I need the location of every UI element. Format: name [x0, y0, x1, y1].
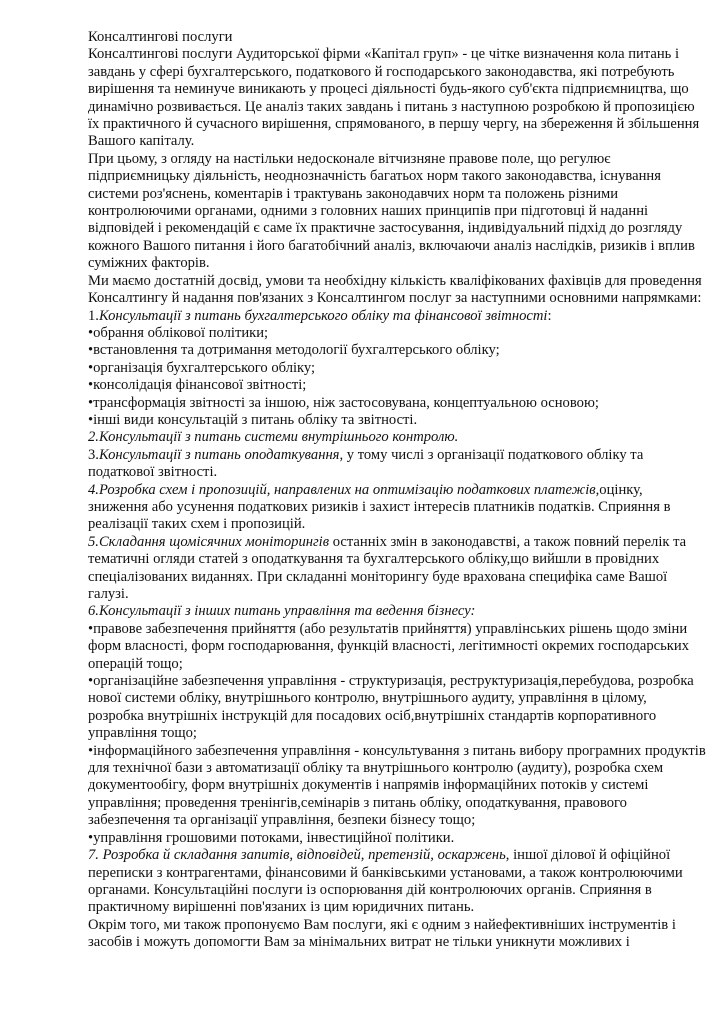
list-item: •організаційне забезпечення управління - структуризація, реструктуризація,перебудова, розробка нової системи обліку, внутрішнього контролю, внутрішнього аудиту, управління в цілому, розробка внутрішніх інструкцій для посадових осіб,внутрішніх стандартів корпоративного управління тощо; — [88, 673, 694, 742]
section-6-heading: 6.Консультації з інших питань управління та ведення бізнесу: — [88, 603, 476, 620]
section-1-number: 1. — [88, 307, 99, 324]
list-item: •організація бухгалтерського обліку; — [88, 359, 316, 376]
section-3-heading: Консультації з питань оподаткування — [98, 446, 340, 463]
section-2-heading: 2.Консультації з питань системи внутрішнього контролю. — [88, 429, 459, 446]
section-4-tail: ,оцінку, зниження або усунення податкових ризиків і захист інтересів платників податків. Сприяння в реалізації таких схем і пропозицій. — [88, 481, 671, 533]
list-item: •правове забезпечення прийняття (або результатів прийняття) управлінських рішень щодо зміни форм власності, форм господарювання, функцій власності, легітимності окремих господарських операцій тощо; — [88, 620, 689, 672]
intro-paragraph: Консалтингові послуги Аудиторської фірми «Капітал груп» - це чітке визначення кола питань і завдань у сфері бухгалтерського, податкового й господарського законодавства, які потребують вирішення та неминуче виникають у процесі діяльності будь-якого суб'єкта підприємництва, що динамічно розвивається. Це аналіз таких завдань і питань з наступною розробкою й пропозицією їх практичного й сучасного вирішення, спрямованого, в першу чергу, на збереження й збільшення Вашого капіталу. — [88, 46, 700, 150]
section-3 — [88, 447, 706, 482]
section-5-heading: 5.Складання щомісячних моніторингів — [88, 533, 330, 550]
document-page — [88, 29, 706, 952]
list-item: •обрання облікової політики; — [88, 324, 269, 341]
section-1-heading: Консультації з питань бухгалтерського обліку та фінансової звітності — [98, 307, 548, 324]
section-1 — [88, 308, 706, 325]
list-item: •встановлення та дотримання методології бухгалтерського обліку; — [88, 342, 500, 359]
section-7-heading: 7. Розробка й складання запитів, відповідей, претензій, оскаржень — [88, 847, 506, 864]
section-3-number: 3. — [88, 446, 99, 463]
list-item: •консолідація фінансової звітності; — [88, 377, 307, 394]
list-item: •інформаційного забезпечення управління - консультування з питань вибору програмних продуктів для технічної бази з автоматизації обліку та внутрішнього контролю (аудиту), розробка схем документообігу, форм внутрішніх документів і напрямів інформаційних потоків у системі управління; проведення тренінгів,семінарів з питань обліку, оподаткування, правового забезпечення та організації управління, безпеки бізнесу тощо; — [88, 742, 706, 829]
section-7 — [88, 847, 706, 917]
directions-paragraph: Ми маємо достатній досвід, умови та необхідну кількість кваліфікованих фахівців для проведення Консалтингу й надання пов'язаних з Консалтингом послуг за наступними основними напрямками: — [88, 272, 702, 307]
section-4-heading: 4.Розробка схем і пропозицій, направлених на оптимізацію податкових платежів — [88, 481, 596, 498]
closing-paragraph: Окрім того, ми також пропонуємо Вам послуги, які є одним з найефективніших інструментів і засобів і можуть допомогти Вам за мінімальних витрат не тільки уникнути можливих і — [88, 916, 676, 951]
section-5-tail: останніх змін в законодавстві, а також повний перелік та тематичні огляди статей з оподаткування та бухгалтерського обліку,що вийшли в провідних спеціалізованих виданнях. При складанні моніторингу буде врахована специфіка саме Вашої галузі. — [88, 533, 687, 602]
list-item: •управління грошовими потоками, інвестиційної політики. — [88, 829, 455, 846]
list-item: •інші види консультацій з питань обліку та звітності. — [88, 411, 418, 428]
document-title: Консалтингові послуги — [88, 29, 233, 45]
section-5 — [88, 534, 706, 604]
section-7-tail: , іншої ділової й офіційної переписки з контрагентами, фінансовими й банківськими установами, а також контролюючими органами. Консультаційні послуги із оспорювання дій контролюючих органів. Сприяння в практичному вирішенні пов'язаних із цим юридичних питань. — [88, 847, 683, 916]
section-4 — [88, 482, 706, 534]
approach-paragraph: При цьому, з огляду на настільки недосконале вітчизняне правове поле, що регулює підприємницьку діяльність, неоднозначність багатьох норм такого законодавства, існування системи роз'яснень, коментарів і трактувань законодавчих норм та положень різними контролюючими органами, одними з головних наших принципів при підготовці й наданні відповідей і рекомендацій є саме їх практичне застосування, індивідуальний підхід до розгляду кожного Вашого питання і його багатобічний аналіз, включаючи аналіз наслідків, ризиків і вплив суміжних факторів. — [88, 150, 695, 272]
list-item: •трансформація звітності за іншою, ніж застосовувана, концептуальною основою; — [88, 394, 599, 411]
section-3-tail: , у тому числі з організації податкового обліку та податкової звітності. — [88, 446, 644, 481]
section-1-tail: : — [547, 307, 552, 324]
